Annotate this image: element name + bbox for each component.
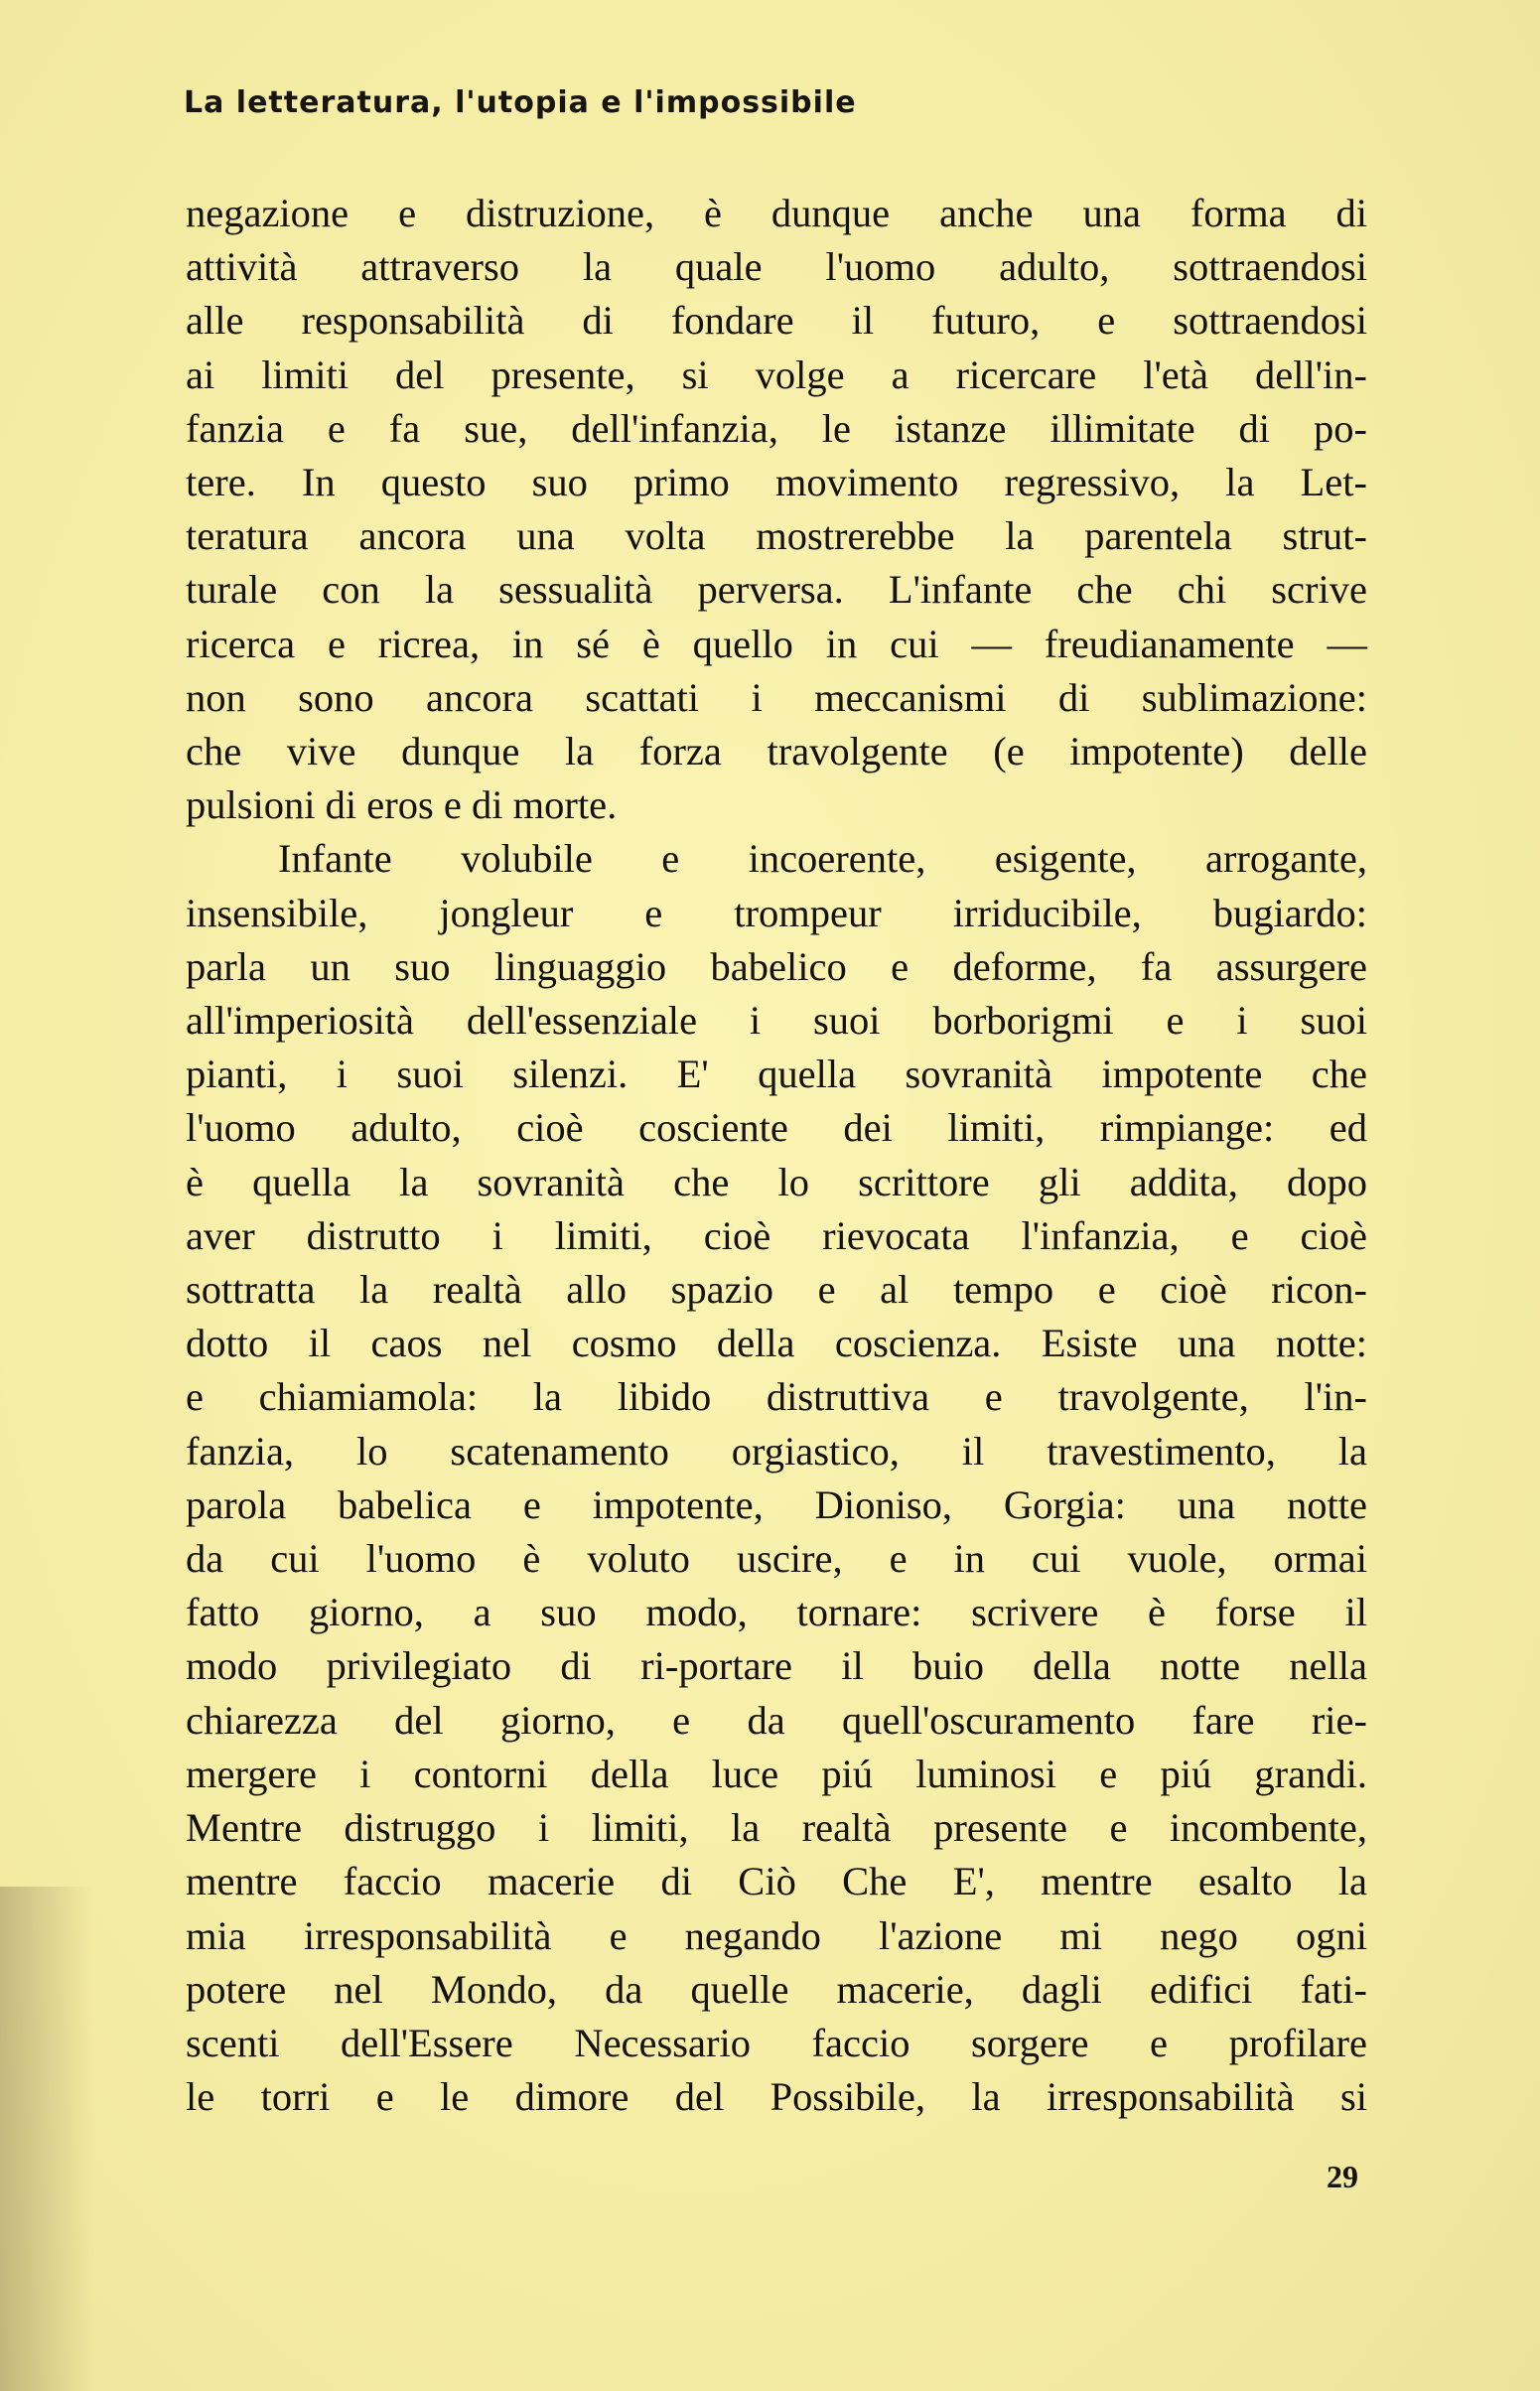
paragraph-start-line: Infante volubile e incoerente, esigente, arrogante, <box>278 836 1367 882</box>
text-line: tere. In questo suo primo movimento regressivo, la Let- <box>186 460 1367 505</box>
text-line: e chiamiamola: la libido distruttiva e travolgente, l'in- <box>186 1374 1367 1420</box>
text-line: Mentre distruggo i limiti, la realtà presente e incombente, <box>186 1805 1367 1851</box>
text-line: da cui l'uomo è voluto uscire, e in cui vuole, ormai <box>186 1536 1367 1582</box>
text-line: turale con la sessualità perversa. L'infante che chi scrive <box>186 567 1367 613</box>
text-line: all'imperiosità dell'essenziale i suoi borborigmi e i suoi <box>186 998 1367 1044</box>
paragraph-end-line: pulsioni di eros e di morte. <box>186 782 618 828</box>
text-line: mergere i contorni della luce piú luminosi e piú grandi. <box>186 1751 1367 1796</box>
text-line: non sono ancora scattati i meccanismi di sublimazione: <box>186 674 1367 720</box>
text-line: parola babelica e impotente, Dioniso, Gorgia: una notte <box>186 1481 1367 1527</box>
text-line: alle responsabilità di fondare il futuro, e sottraendosi <box>186 298 1367 344</box>
text-line: ai limiti del presente, si volge a ricercare l'età dell'in- <box>186 352 1367 397</box>
text-line: fanzia, lo scatenamento orgiastico, il travestimento, la <box>186 1428 1367 1474</box>
text-line: scenti dell'Essere Necessario faccio sorgere e profilare <box>186 2020 1367 2065</box>
text-line: le torri e le dimore del Possibile, la irresponsabilità si <box>186 2074 1367 2120</box>
page-edge-shadow <box>0 1887 94 2391</box>
text-line: sottratta la realtà allo spazio e al tempo e cioè ricon- <box>186 1267 1367 1313</box>
text-line: negazione e distruzione, è dunque anche una forma di <box>186 191 1367 235</box>
text-line: aver distrutto i limiti, cioè rievocata l'infanzia, e cioè <box>186 1212 1367 1258</box>
text-line: l'uomo adulto, cioè cosciente dei limiti, rimpiange: ed <box>186 1105 1367 1151</box>
text-line: pianti, i suoi silenzi. E' quella sovranità impotente che <box>186 1052 1367 1097</box>
running-head: La letteratura, l'utopia e l'impossibile <box>184 85 857 120</box>
text-line: fanzia e fa sue, dell'infanzia, le istanze illimitate di po- <box>186 405 1367 451</box>
text-line: mia irresponsabilità e negando l'azione mi nego ogni <box>186 1912 1367 1958</box>
text-line: mentre faccio macerie di Ciò Che E', mentre esalto la <box>186 1859 1367 1904</box>
text-line: è quella la sovranità che lo scrittore gli addita, dopo <box>186 1159 1367 1204</box>
text-line: dotto il caos nel cosmo della coscienza. Esiste una notte: <box>186 1321 1367 1366</box>
text-line: teratura ancora una volta mostrerebbe la parentela strut- <box>186 513 1367 559</box>
text-line: attività attraverso la quale l'uomo adulto, sottraendosi <box>186 244 1367 290</box>
text-line: fatto giorno, a suo modo, tornare: scrivere è forse il <box>186 1590 1367 1635</box>
text-line: che vive dunque la forza travolgente (e impotente) delle <box>186 729 1367 774</box>
body-text <box>186 187 1367 2124</box>
text-line: modo privilegiato di ri-portare il buio della notte nella <box>186 1643 1367 1689</box>
text-line: potere nel Mondo, da quelle macerie, dagli edifici fati- <box>186 1966 1367 2012</box>
text-line: insensibile, jongleur e trompeur irriducibile, bugiardo: <box>186 890 1367 935</box>
text-line: parla un suo linguaggio babelico e deforme, fa assurgere <box>186 943 1367 989</box>
page-number: 29 <box>1327 2159 1358 2194</box>
text-line: ricerca e ricrea, in sé è quello in cui — freudianamente — <box>186 621 1367 666</box>
text-line: chiarezza del giorno, e da quell'oscuramento fare rie- <box>186 1697 1367 1743</box>
